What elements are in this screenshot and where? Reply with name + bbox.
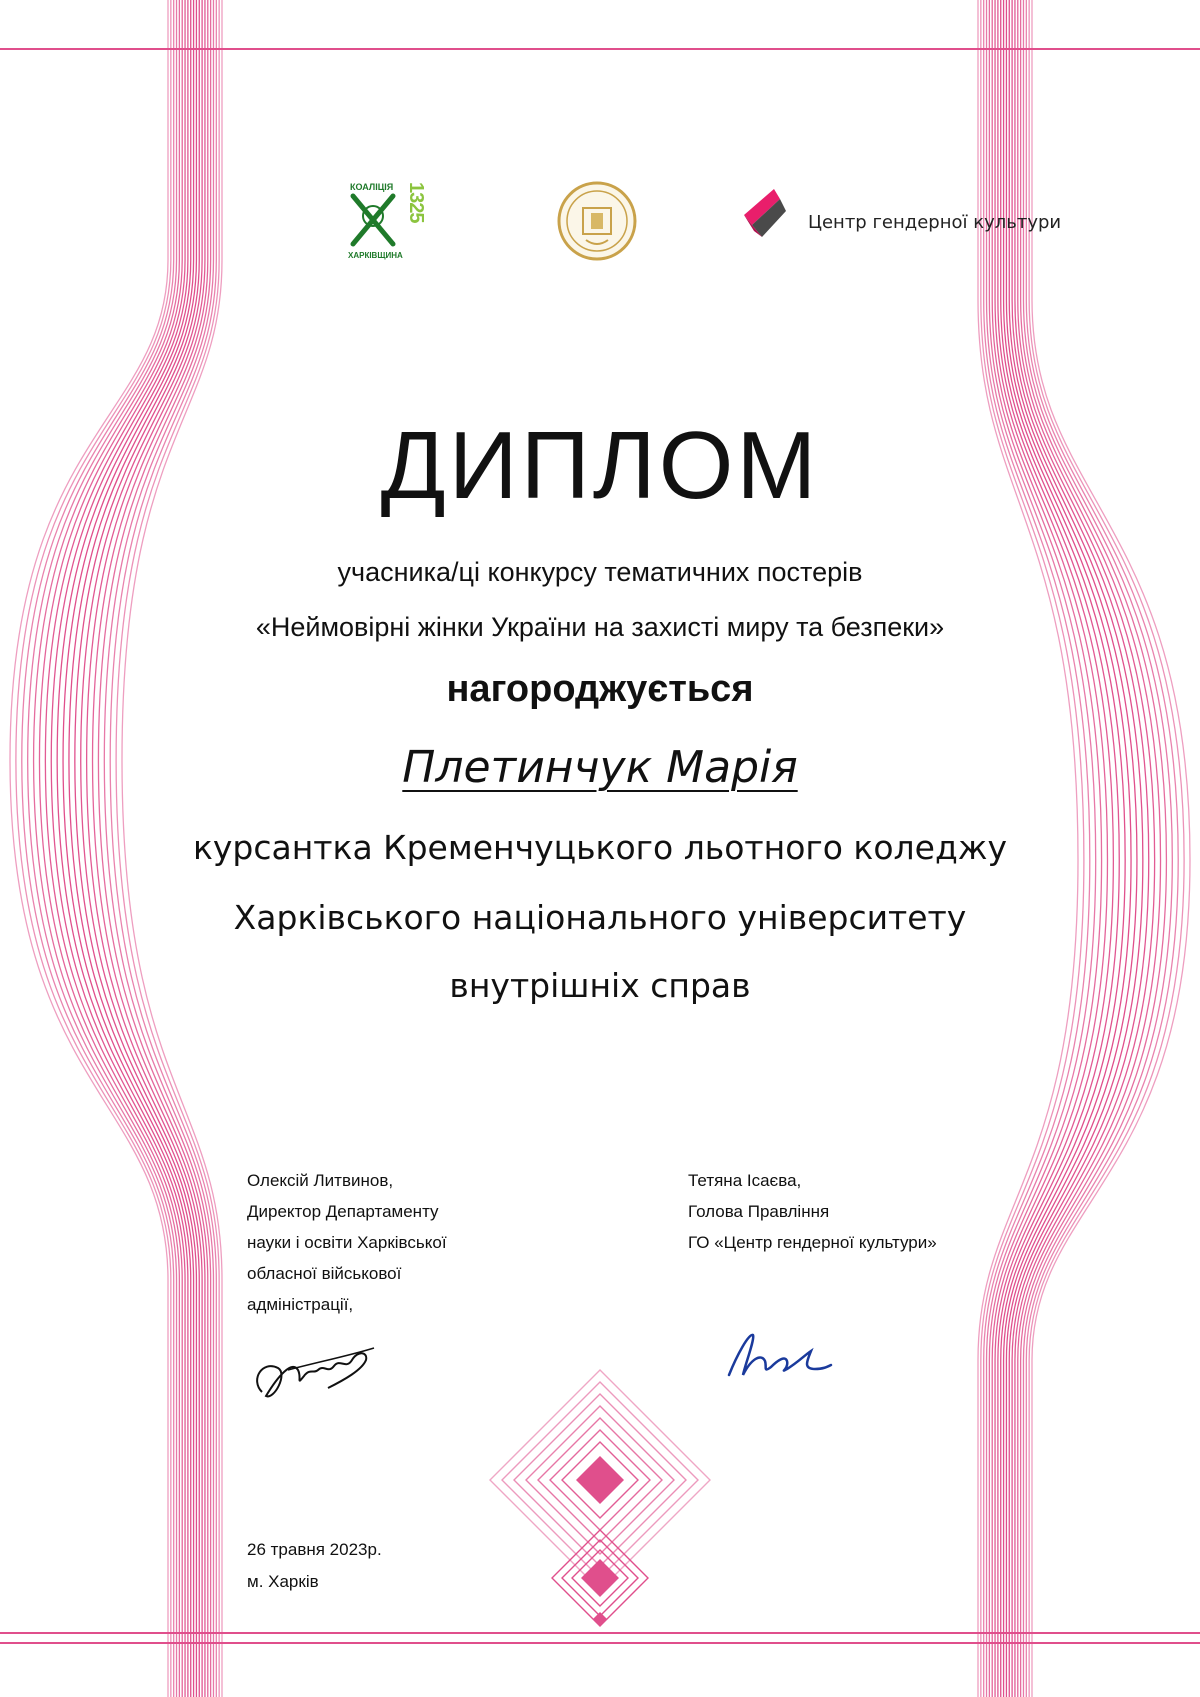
signatory-right-line: ГО «Центр гендерної культури» (688, 1233, 937, 1252)
signatory-left (247, 1165, 507, 1320)
date-block (247, 1534, 382, 1598)
coalition-top-text: КОАЛІЦІЯ (350, 182, 394, 192)
coalition-number: 1325 (405, 182, 427, 223)
subtitle-line2: «Неймовірні жінки України на захисті миру та безпеки» (255, 612, 945, 642)
signatory-left-line: обласної військової (247, 1264, 402, 1283)
recipient-name-text: Плетинчук Марія (402, 742, 798, 793)
coalition-bottom-text: ХАРКІВЩИНА (348, 251, 403, 260)
ministry-seal-icon (556, 180, 638, 262)
diamond-ornament (490, 1370, 710, 1626)
affiliation-line1: курсантка Кременчуцького льотного коледжу (192, 828, 1008, 867)
handwritten-signature-icon (715, 1325, 835, 1385)
signatory-left-line: Олексій Литвинов, (247, 1171, 394, 1190)
diploma-title: ДИПЛОМ (380, 412, 820, 519)
gender-center-logo-text: Центр гендерної культури (808, 212, 1062, 233)
signatory-left-line: адміністрації, (247, 1295, 354, 1314)
affiliation-line3: внутрішніх справ (449, 966, 751, 1005)
issue-city: м. Харків (247, 1572, 319, 1591)
signatory-right-line: Голова Правління (688, 1202, 830, 1221)
signatory-right-line: Тетяна Ісаєва, (688, 1171, 802, 1190)
signatory-left-line: Директор Департаменту (247, 1202, 439, 1221)
signatory-left-line: науки і освіти Харківської (247, 1233, 447, 1252)
issue-date: 26 травня 2023р. (247, 1540, 382, 1559)
handwritten-signature-icon (248, 1330, 388, 1410)
recipient-name (0, 742, 1200, 793)
signatory-right (688, 1165, 1008, 1258)
awarded-label: нагороджується (446, 668, 754, 710)
affiliation-line2: Харківського національного університету (233, 898, 967, 937)
subtitle-line1: учасника/ці конкурсу тематичних постерів (337, 557, 863, 587)
